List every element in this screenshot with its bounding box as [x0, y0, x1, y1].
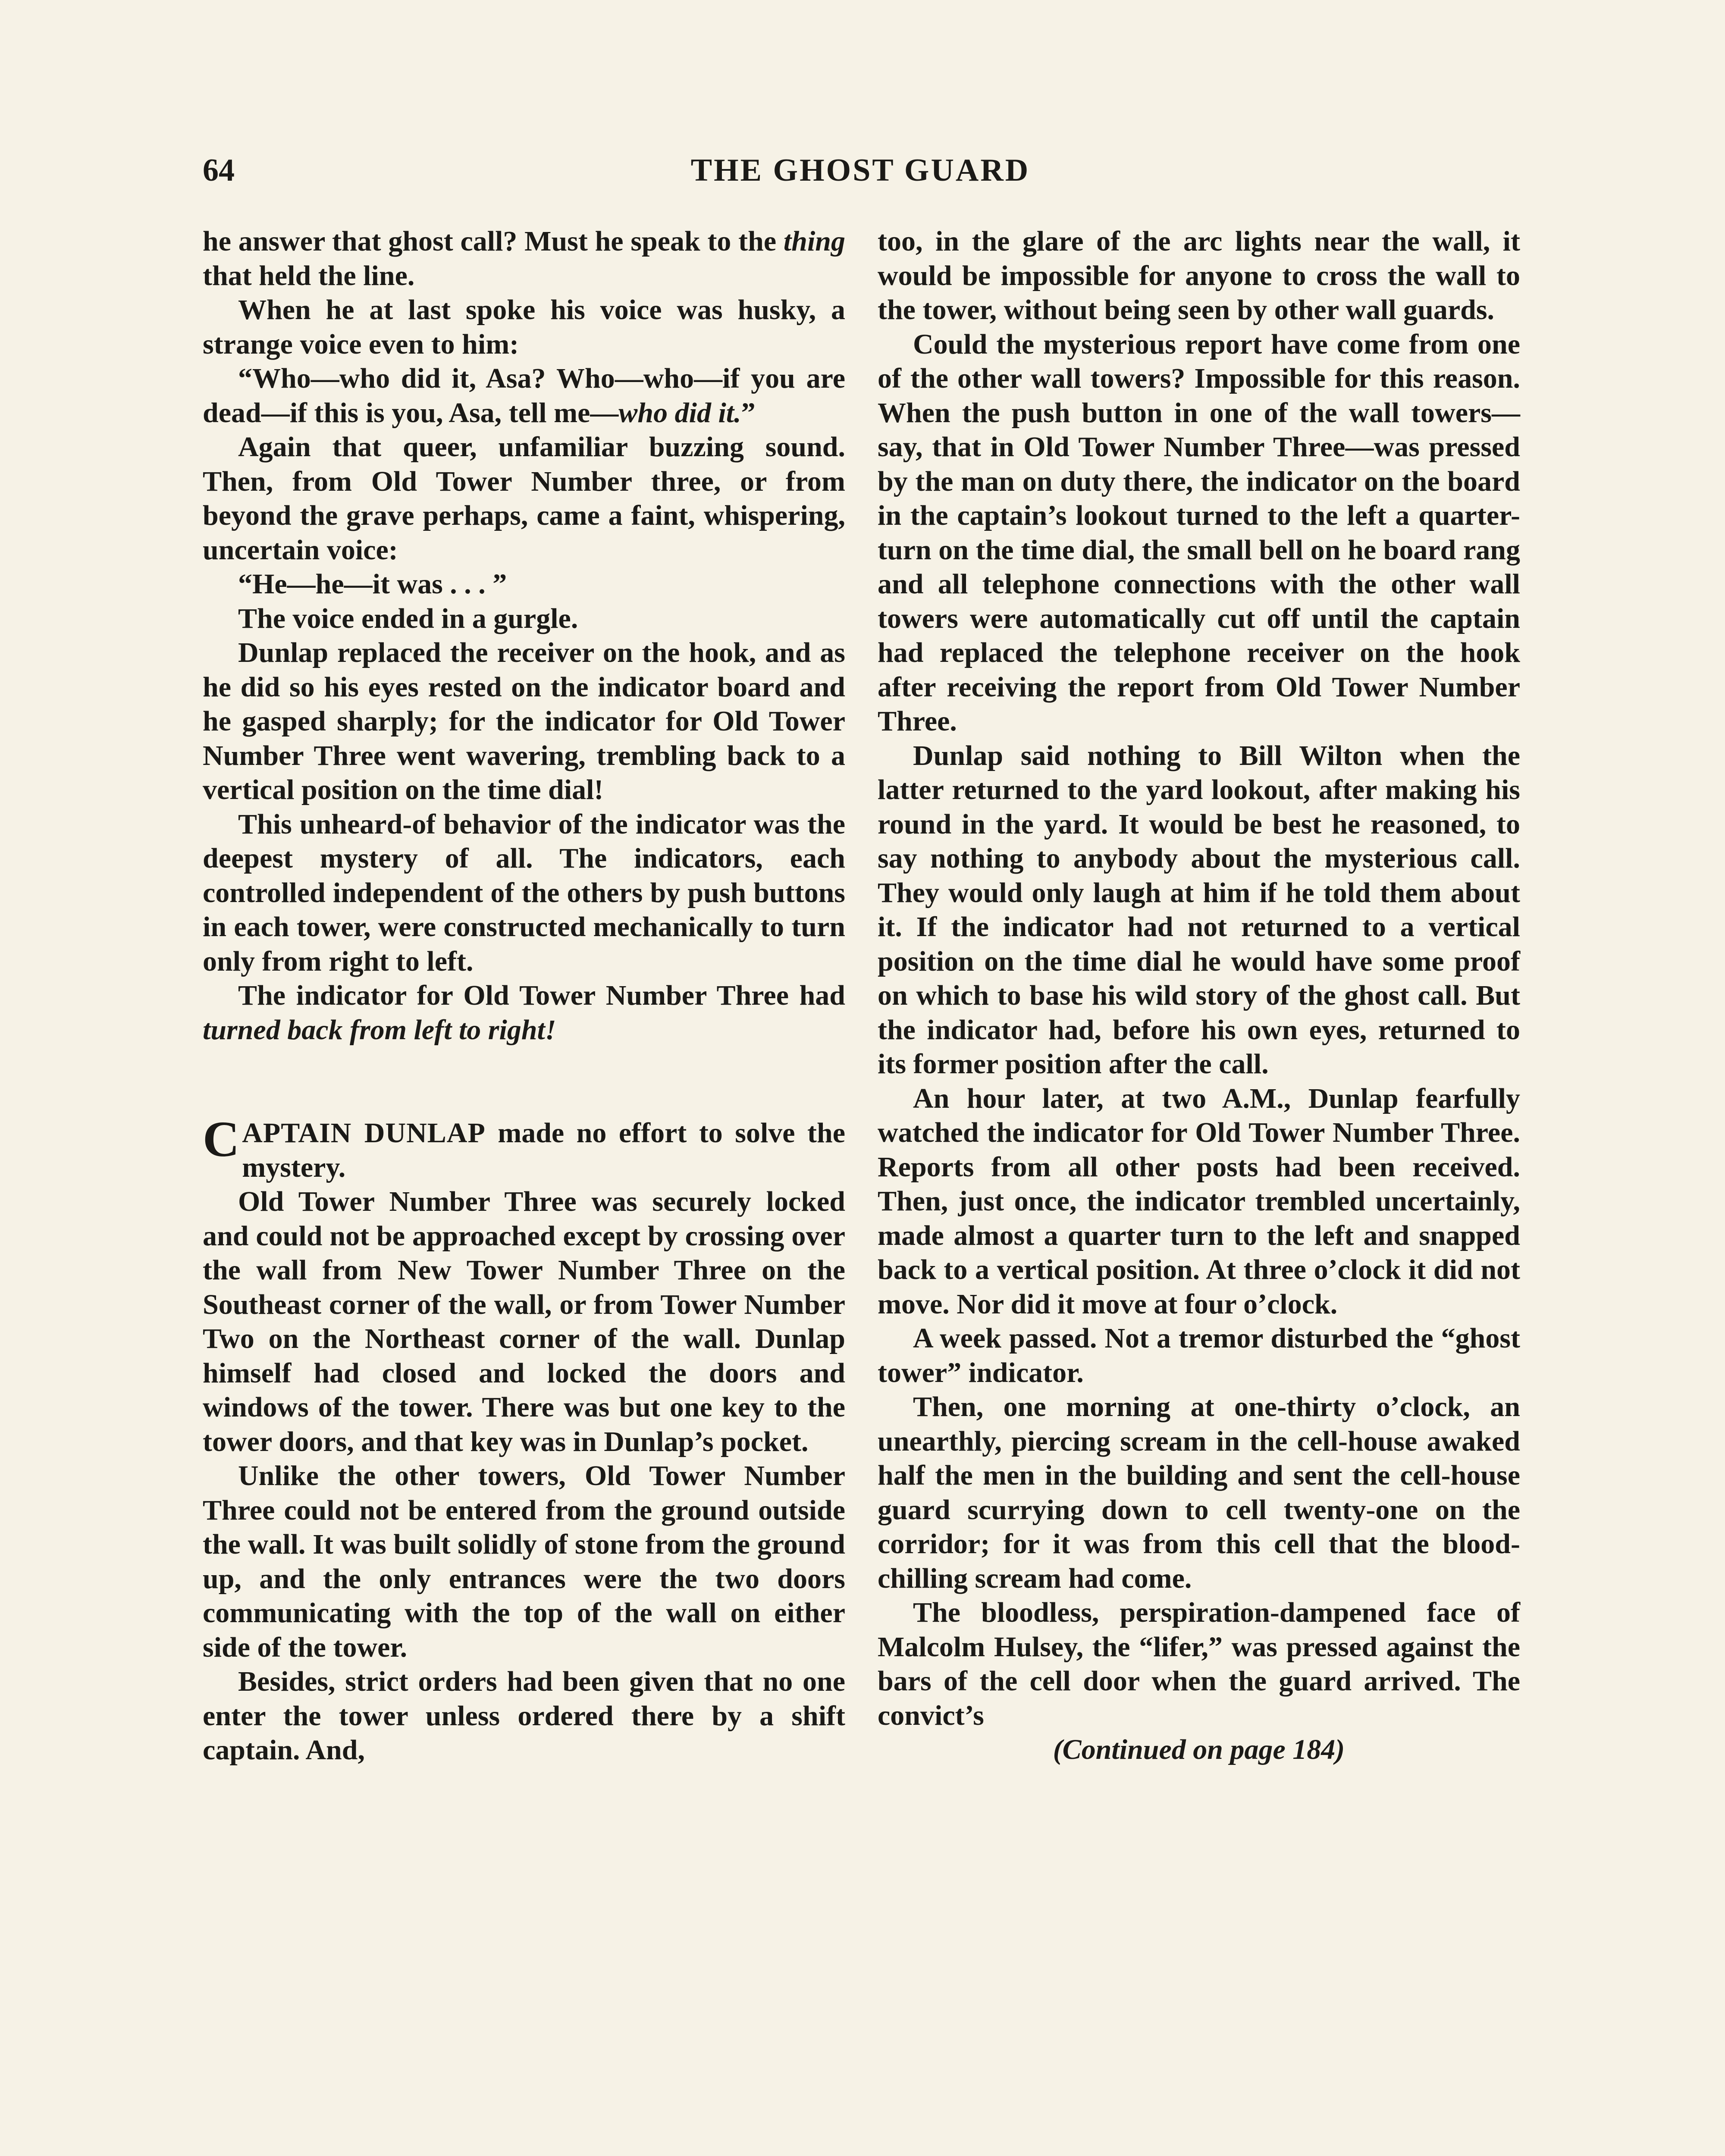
paragraph: Old Tower Number Three was securely locked and could not be approached except by crossing over the wall from New Tower Number Three on the Southeast corner of the wall, or from Tower Number Two on the Northeast corner of the wall. Dunlap himself had closed and locked the doors and windows of the tower. There was but one key to the tower doors, and that key was in Dunlap’s pocket.	[203, 1186, 845, 1457]
paragraph: An hour later, at two A.M., Dunlap fearfully watched the indicator for Old Tower Number Three. Reports from all other posts had been received. Then, just once, the indicator trembled uncertainly, made almost a quarter turn to the left and snapped back to a vertical position. At three o’clock it did not move. Nor did it move at four o’clock.	[878, 1082, 1520, 1320]
paragraph: Then, one morning at one-thirty o’clock, an unearthly, piercing scream in the cell-house awaked half the men in the building and sent the cell-house guard scurrying down to cell twenty-one on the corridor; for it was from this cell that the blood-chilling scream had come.	[878, 1391, 1520, 1594]
section-opening-paragraph: CAPTAIN DUNLAP made no effort to solve the mystery.	[203, 1111, 846, 1183]
paragraph: Could the mysterious report have come from one of the other wall towers? Impossible for this reason. When the push button in one of the wall towers—say, that in Old Tower Number Three—was pressed by the man on duty there, the indicator on the board in the captain’s lookout turned to the left a quarter-turn on the time dial, the small bell on he board rang and all telephone connections with the other wall towers were automatically cut off until the captain had replaced the telephone receiver on the hook after receiving the report from Old Tower Number Three.	[878, 328, 1520, 737]
paragraph: A week passed. Not a tremor disturbed the “ghost tower” indicator.	[878, 1322, 1520, 1388]
paragraph: Again that queer, unfamiliar buzzing sound. Then, from Old Tower Number three, or from beyond the grave perhaps, came a faint, whispering, uncertain voice:	[203, 431, 845, 566]
running-title: THE GHOST GUARD	[690, 153, 1030, 188]
paragraph: Dunlap replaced the receiver on the hook, and as he did so his eyes rested on the indicator board and he gasped sharply; for the indicator for Old Tower Number Three went wavering, trembling back to a vertical position on the time dial!	[203, 637, 845, 805]
left-column	[203, 224, 845, 1767]
paragraph: Dunlap said nothing to Bill Wilton when the latter returned to the yard lookout, after making his round in the yard. It would be best he reasoned, to say nothing to anybody about the mysterious call. They would only laugh at him if he told them about it. If the indicator had not returned to a vertical position on the time dial he would have some proof on which to base his wild story of the ghost call. But the indicator had, before his own eyes, returned to its former position after the call.	[878, 740, 1520, 1080]
paragraph: too, in the glare of the arc lights near the wall, it would be impossible for anyone to cross the wall to the tower, without being seen by other wall guards.	[878, 226, 1520, 326]
paragraph: The indicator for Old Tower Number Three had turned back from left to right!	[203, 980, 845, 1046]
drop-cap: C	[203, 1111, 240, 1167]
continued-notice: (Continued on page 184)	[1053, 1734, 1345, 1765]
paragraph: Unlike the other towers, Old Tower Number Three could not be entered from the ground outside the wall. It was built solidly of stone from the ground up, and the only entrances were the two doors communicating with the top of the wall on either side of the tower.	[203, 1460, 845, 1663]
paragraph: he answer that ghost call? Must he speak to the thing that held the line.	[203, 226, 845, 291]
paragraph: This unheard-of behavior of the indicator was the deepest mystery of all. The indicators, each controlled independent of the others by push buttons in each tower, were constructed mechanically to turn only from right to left.	[203, 808, 845, 977]
page-number: 64	[203, 153, 235, 188]
paragraph: “He—he—it was . . . ”	[238, 568, 507, 600]
paragraph: Besides, strict orders had been given that no one enter the tower unless ordered there by a shift captain. And,	[203, 1666, 845, 1766]
paragraph: “Who—who did it, Asa? Who—who—if you are dead—if this is you, Asa, tell me—who did it.”	[203, 363, 845, 429]
right-column	[878, 224, 1520, 1767]
page-header	[203, 147, 1518, 194]
paragraph: The bloodless, perspiration-dampened face of Malcolm Hulsey, the “lifer,” was pressed against the bars of the cell door when the guard arrived. The convict’s	[878, 1597, 1520, 1731]
paragraph: The voice ended in a gurgle.	[238, 602, 578, 634]
paragraph: When he at last spoke his voice was husky, a strange voice even to him:	[203, 294, 845, 360]
